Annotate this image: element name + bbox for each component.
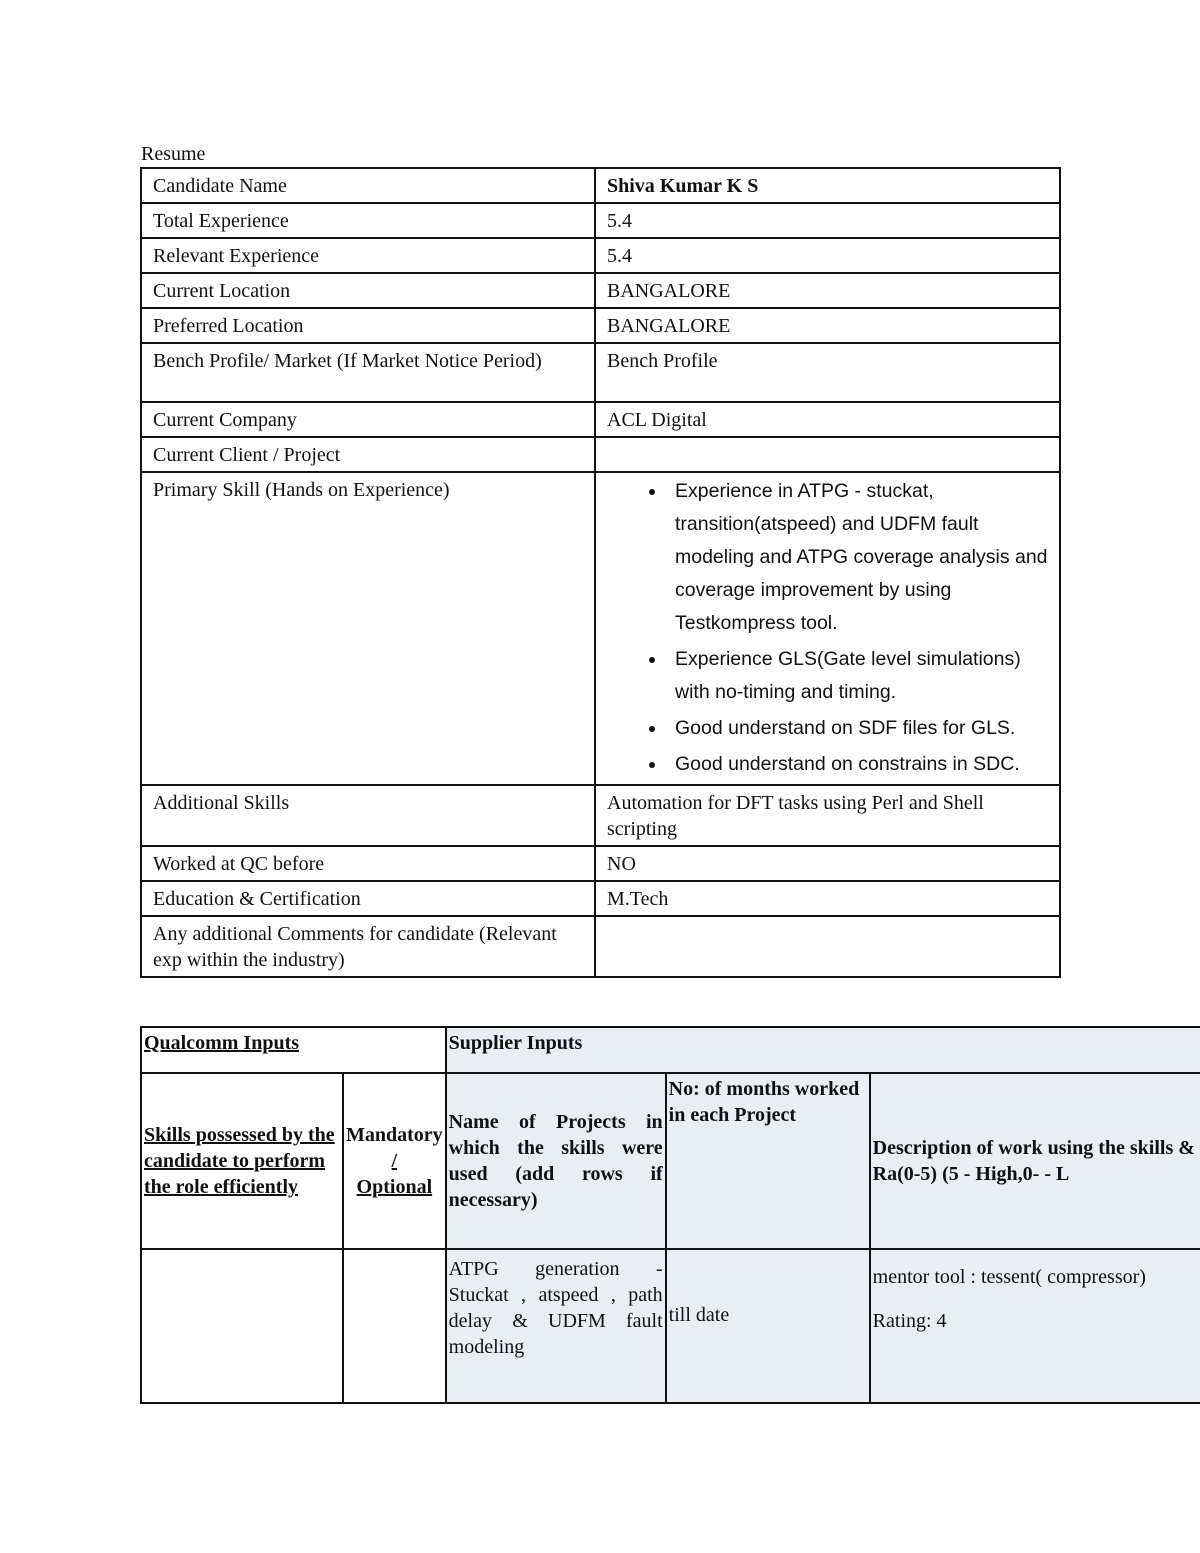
primary-skill-value <box>595 472 1060 785</box>
table-row <box>141 846 1060 881</box>
additional-comments-label: Any additional Comments for candidate (Relevant exp within the industry) <box>141 916 595 977</box>
resume-table <box>140 167 1061 978</box>
relevant-experience-value: 5.4 <box>595 238 1060 273</box>
education-label: Education & Certification <box>141 881 595 916</box>
description-column-header <box>870 1073 1200 1249</box>
skills-column-header <box>141 1073 343 1249</box>
table-row <box>141 437 1060 472</box>
primary-skill-label: Primary Skill (Hands on Experience) <box>141 472 595 785</box>
current-company-value: ACL Digital <box>595 402 1060 437</box>
table-row <box>141 273 1060 308</box>
list-item: • Good understand on SDF files for GLS. <box>667 712 1049 745</box>
relevant-experience-label: Relevant Experience <box>141 238 595 273</box>
skills-cell <box>141 1249 343 1403</box>
projects-column-header <box>446 1073 666 1249</box>
projects-column-title: Name of Projects in which the skills were used (add rows if necessary) <box>448 1111 663 1211</box>
supplier-inputs-header <box>446 1027 1200 1073</box>
optional-label: Optional <box>356 1176 433 1198</box>
projects-cell: ATPG generation - Stuckat , atspeed , path delay & UDFM fault modeling <box>446 1249 666 1403</box>
supplier-inputs-title: Supplier Inputs <box>448 1032 583 1054</box>
list-item: • Good understand on constrains in SDC. <box>667 748 1049 781</box>
qualcomm-inputs-header <box>141 1027 446 1073</box>
table-row <box>141 238 1060 273</box>
qualcomm-inputs-title: Qualcomm Inputs <box>144 1032 300 1054</box>
current-location-value: BANGALORE <box>595 273 1060 308</box>
months-cell: till date <box>666 1249 870 1403</box>
table-row <box>141 1073 1200 1249</box>
list-item: • Experience in ATPG - stuckat, transition(atspeed) and UDFM fault modeling and ATPG coverage analysis and coverage improvement by using Testkompress tool. <box>667 475 1049 640</box>
mandatory-column-header <box>343 1073 446 1249</box>
list-item: • Experience GLS(Gate level simulations) with no-timing and timing. <box>667 643 1049 709</box>
table-row <box>141 168 1060 203</box>
table-row <box>141 881 1060 916</box>
table-row <box>141 785 1060 846</box>
worked-at-qc-value: NO <box>595 846 1060 881</box>
bench-profile-label: Bench Profile/ Market (If Market Notice Period) <box>141 343 595 402</box>
table-row <box>141 1027 1200 1073</box>
description-column-title: Description of work using the skills & Ra(0-5) (5 - High,0- - L <box>872 1137 1195 1185</box>
candidate-name-value: Shiva Kumar K S <box>595 168 1060 203</box>
skills-column-title: Skills possessed by the candidate to perform the role efficiently <box>144 1124 335 1198</box>
current-company-label: Current Company <box>141 402 595 437</box>
bench-profile-value: Bench Profile <box>595 343 1060 402</box>
additional-skills-value: Automation for DFT tasks using Perl and Shell scripting <box>595 785 1060 846</box>
mandatory-label: Mandatory <box>346 1124 443 1146</box>
education-value: M.Tech <box>595 881 1060 916</box>
table-row <box>141 402 1060 437</box>
worked-at-qc-label: Worked at QC before <box>141 846 595 881</box>
months-column-title: No: of months worked in each Project <box>668 1078 860 1126</box>
mandatory-cell <box>343 1249 446 1403</box>
current-client-value <box>595 437 1060 472</box>
table-row <box>141 472 1060 785</box>
additional-skills-label: Additional Skills <box>141 785 595 846</box>
candidate-name-label: Candidate Name <box>141 168 595 203</box>
table-row <box>141 916 1060 977</box>
table-row <box>141 308 1060 343</box>
table-row <box>141 203 1060 238</box>
page-title: Resume <box>141 143 206 165</box>
table-row <box>141 1249 1200 1403</box>
preferred-location-value: BANGALORE <box>595 308 1060 343</box>
current-location-label: Current Location <box>141 273 595 308</box>
total-experience-value: 5.4 <box>595 203 1060 238</box>
current-client-label: Current Client / Project <box>141 437 595 472</box>
preferred-location-label: Preferred Location <box>141 308 595 343</box>
months-column-header <box>666 1073 870 1249</box>
inputs-table <box>140 1026 1200 1404</box>
primary-skill-list <box>596 475 1049 781</box>
description-tool: mentor tool : tessent( compressor) <box>872 1266 1146 1288</box>
table-row <box>141 343 1060 402</box>
description-cell <box>870 1249 1200 1403</box>
mandatory-separator: / <box>391 1150 398 1172</box>
description-rating: Rating: 4 <box>872 1310 947 1332</box>
total-experience-label: Total Experience <box>141 203 595 238</box>
additional-comments-value <box>595 916 1060 977</box>
